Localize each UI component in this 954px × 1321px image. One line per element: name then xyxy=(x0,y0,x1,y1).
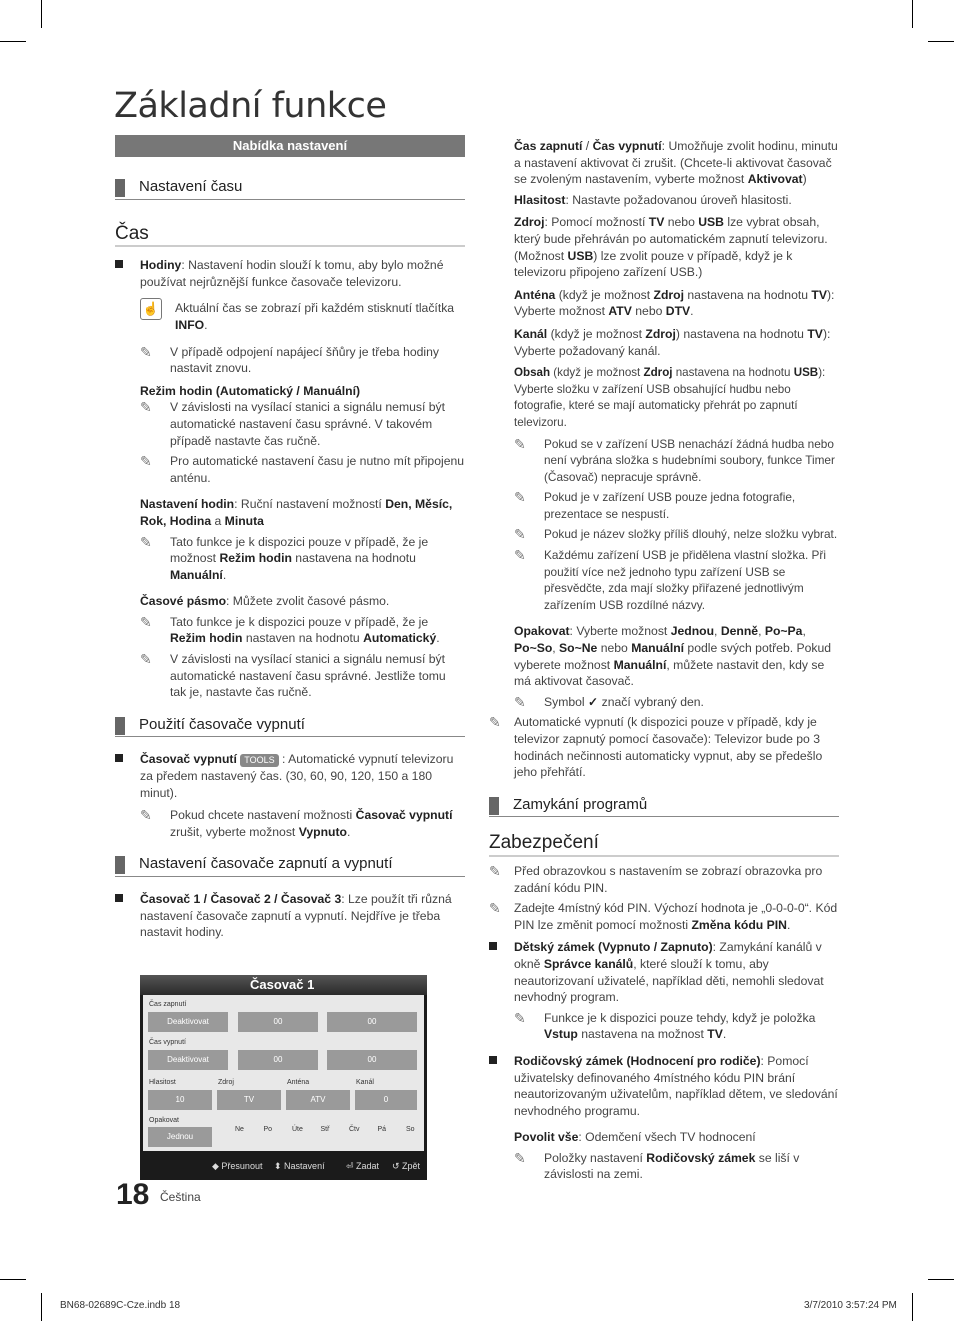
repeat-field[interactable]: Jednou xyxy=(148,1127,212,1147)
note-text: Pokud je název složky příliš dlouhý, nelze složku vybrat. xyxy=(544,527,838,542)
note-text: Pro automatické nastavení času je nutno mít připojenu anténu. xyxy=(170,454,465,485)
on-time-hour[interactable]: 00 xyxy=(238,1012,318,1032)
term: Vstup xyxy=(544,1027,578,1042)
paragraph xyxy=(115,496,465,529)
text: nastavena na hodnotu xyxy=(684,287,812,302)
text: Přesunout xyxy=(221,1161,263,1171)
bullet-clock xyxy=(115,257,465,290)
note-text: V závislosti na vysílací stanici a signálu nemusí být automatické nastavení času správné. V takovém případě nastavte čas ručně. xyxy=(170,400,446,448)
paragraph xyxy=(115,593,465,610)
text: ) lze zvolit pouze v případě, když je k televizoru připojeno zařízení USB.) xyxy=(514,248,793,280)
page-title: Základní funkce xyxy=(114,86,387,126)
note xyxy=(115,399,465,449)
bullet-child-lock xyxy=(489,939,839,1005)
term: Anténa xyxy=(514,287,556,302)
heading-time: Čas xyxy=(115,226,465,248)
note xyxy=(115,534,465,584)
text: , xyxy=(552,641,560,656)
note xyxy=(489,547,839,613)
pencil-note-icon: ✎ xyxy=(489,714,501,731)
term: Manuální xyxy=(631,641,685,656)
source-label: Zdroj xyxy=(218,1079,234,1086)
channel-label: Kanál xyxy=(356,1079,374,1086)
text: , xyxy=(802,624,806,639)
crop-mark xyxy=(928,41,954,42)
text: : Vyberte možnost xyxy=(569,624,671,639)
on-time-activation[interactable] xyxy=(148,1012,228,1032)
timer-screen xyxy=(140,975,427,1180)
text: . xyxy=(690,304,694,319)
term: Změna kódu PIN xyxy=(691,917,787,932)
term: Obsah xyxy=(514,366,551,380)
off-time-activation[interactable] xyxy=(148,1050,228,1070)
bullet-parental-lock xyxy=(489,1053,839,1119)
note xyxy=(489,714,839,780)
pencil-note-icon: ✎ xyxy=(140,399,152,416)
text: Aktuální čas se zobrazí při každém stisknutí tlačítka xyxy=(175,301,455,316)
text: ) xyxy=(802,172,807,187)
term: ATV xyxy=(608,304,632,319)
pencil-note-icon: ✎ xyxy=(140,343,152,360)
term: Hlasitost xyxy=(514,192,566,207)
term: Časové pásmo xyxy=(140,594,227,609)
term: Režim hodin xyxy=(219,551,292,566)
bullet-timers xyxy=(115,891,465,941)
text: . xyxy=(222,567,227,582)
text: . xyxy=(722,1027,727,1042)
crop-mark xyxy=(912,1293,913,1321)
text: se liší v závislosti na zemi. xyxy=(544,1150,800,1182)
crop-mark xyxy=(41,1293,42,1321)
value: Deaktivovat xyxy=(167,1017,209,1026)
bullet-square-icon xyxy=(115,754,123,762)
note xyxy=(489,694,839,711)
text: nastaven na hodnotu xyxy=(242,631,364,646)
note-text: Pokud se v zařízení USB nenachází žádná hudba nebo není vybrána složka s hudebními soubory, funkce Timer (Časovač) nepracuje správně. xyxy=(544,436,835,484)
term: Aktivovat xyxy=(747,172,803,187)
term: INFO xyxy=(175,317,205,332)
info-note xyxy=(115,300,465,333)
text: : Zamykání kanálů v okně xyxy=(514,940,822,971)
crop-mark xyxy=(0,41,26,42)
text: lze vybrat obsah, který bude přehráván po automatickém zapnutí televizoru. (Možnost xyxy=(514,215,828,263)
note xyxy=(489,863,839,896)
paragraph xyxy=(489,192,839,209)
note xyxy=(115,614,465,647)
text: : Umožňuje zvolit hodinu, minutu a nastavení aktivovat či zrušit. (Chcete-li aktivovat časovač se zvoleným nastavením, vyberte možnost xyxy=(514,139,838,187)
text: ) nastavena na hodnotu xyxy=(675,326,808,341)
text: / xyxy=(582,139,593,153)
term: Hodiny xyxy=(140,258,182,273)
text: : Odemčení všech TV hodnocení xyxy=(578,1130,756,1145)
enter-hint: ⏎ Zadat xyxy=(346,1161,380,1171)
pencil-note-icon: ✎ xyxy=(514,547,526,564)
text: ): Vyberte možnost xyxy=(514,287,835,319)
term: Jednou xyxy=(670,624,715,639)
term: Zdroj xyxy=(645,326,676,341)
text: Tato funkce je k dispozici pouze v případě, že je xyxy=(170,614,429,629)
text: zrušit, vyberte možnost xyxy=(170,824,299,839)
text: : Můžete zvolit časové pásmo. xyxy=(226,594,390,609)
crop-mark xyxy=(41,0,42,28)
volume-label: Hlasitost xyxy=(149,1079,176,1086)
note xyxy=(489,900,839,933)
term: Zdroj xyxy=(653,287,684,302)
day-6[interactable]: Pá xyxy=(377,1126,387,1133)
text: nebo xyxy=(664,215,699,230)
text: (když je možnost xyxy=(547,326,646,341)
term: Kanál xyxy=(514,326,548,341)
text: ): Vyberte složku v zařízení USB obsahující hudbu nebo fotografie, které se mají automaticky přehrát po zapnutí televizoru. xyxy=(514,366,826,429)
term: Nastavení hodin xyxy=(140,497,235,512)
paragraph xyxy=(489,623,839,689)
pencil-note-icon: ✎ xyxy=(514,489,526,506)
pencil-note-icon: ✎ xyxy=(140,651,152,668)
text: : Ruční nastavení možností xyxy=(234,497,386,512)
term: Režim hodin xyxy=(170,631,243,646)
note xyxy=(115,651,465,701)
term: Po~So xyxy=(514,641,553,656)
term: Rodičovský zámek (Hodnocení pro rodiče) xyxy=(514,1053,761,1068)
antenna-label: Anténa xyxy=(287,1079,310,1086)
paragraph xyxy=(489,138,839,188)
text: podle svých potřeb. Pokud vyberete možnost xyxy=(514,641,832,672)
paragraph xyxy=(489,287,839,320)
note xyxy=(489,526,839,543)
pencil-note-icon: ✎ xyxy=(514,693,526,710)
pencil-note-icon: ✎ xyxy=(514,1149,526,1166)
note xyxy=(489,1150,839,1183)
off-time-minute[interactable]: 00 xyxy=(327,1050,417,1070)
term: Denně xyxy=(720,624,759,639)
text: Tato funkce je k dispozici pouze v případě, že je možnost xyxy=(170,534,429,566)
text: Zadejte 4místný kód PIN. Výchozí hodnota je „0-0-0-0“. Kód PIN lze změnit pomocí možnosti xyxy=(514,901,838,932)
pencil-note-icon: ✎ xyxy=(489,862,501,879)
pencil-note-icon: ✎ xyxy=(140,453,152,470)
text: a xyxy=(211,513,225,528)
note xyxy=(115,453,465,486)
term: Čas zapnutí xyxy=(514,139,583,153)
bullet-square-icon xyxy=(489,942,497,950)
off-time-hour[interactable]: 00 xyxy=(238,1050,318,1070)
term: TV xyxy=(811,287,827,302)
bullet-square-icon xyxy=(115,894,123,902)
text: (když je možnost xyxy=(550,366,644,380)
source-field[interactable]: TV xyxy=(217,1090,281,1110)
term: Manuální xyxy=(170,567,223,582)
note-text: V závislosti na vysílací stanici a signálu nemusí být automatické nastavení času správné. Jestliže tomu tak je, nastavte čas ručně. xyxy=(170,652,446,700)
timer-panel xyxy=(143,995,424,1151)
term: Čas vypnutí xyxy=(592,139,662,153)
adjust-hint: ⬍ Nastavení xyxy=(274,1161,325,1171)
pencil-note-icon: ✎ xyxy=(489,900,501,917)
pencil-note-icon: ✎ xyxy=(140,533,152,550)
bullet-sleep-timer xyxy=(115,751,465,801)
text: : Pomocí možností xyxy=(544,215,649,230)
pencil-note-icon: ✎ xyxy=(514,435,526,452)
pencil-note-icon: ✎ xyxy=(140,807,152,824)
left-column xyxy=(115,135,465,941)
term: Manuální xyxy=(613,657,667,672)
term: Den, Měsíc, Rok, Hodina xyxy=(140,497,453,528)
pencil-note-icon: ✎ xyxy=(514,1009,526,1026)
text: Nastavení xyxy=(284,1161,325,1171)
paragraph xyxy=(489,326,839,359)
term: Zdroj xyxy=(514,215,545,230)
footer-file: BN68-02689C-Cze.indb 18 xyxy=(60,1300,181,1311)
note xyxy=(489,489,839,522)
note xyxy=(489,436,839,486)
value: Deaktivovat xyxy=(167,1055,209,1064)
footer-date: 3/7/2010 3:57:24 PM xyxy=(804,1300,897,1311)
term: Po~Pa xyxy=(764,624,803,639)
text: Zpět xyxy=(402,1161,421,1171)
note xyxy=(115,344,465,377)
text: . xyxy=(347,824,351,839)
text: (když je možnost xyxy=(555,287,654,302)
day-5[interactable]: Čtv xyxy=(349,1126,360,1133)
note-text: V případě odpojení napájecí šňůry je třeba hodiny nastavit znovu. xyxy=(170,344,439,376)
text: Pokud chcete nastavení možnosti xyxy=(170,808,356,823)
text: značí vybraný den. xyxy=(598,694,704,709)
repeat-label: Opakovat xyxy=(149,1117,179,1124)
channel-field[interactable]: 0 xyxy=(355,1090,417,1110)
term: Vypnuto xyxy=(298,824,347,839)
term: Časovač 1 / Časovač 2 / Časovač 3 xyxy=(140,892,342,906)
text: nebo xyxy=(597,641,632,656)
text: : Nastavte požadovanou úroveň hlasitosti. xyxy=(565,192,792,207)
note-text: Každému zařízení USB je přidělena vlastní složka. Při použití více než jednoho typu zařízení USB se přesvědčte, zda mají složky přiřazené jednotlivým zařízením USB rozdílné názvy. xyxy=(544,548,826,612)
text: nastavena na možnost xyxy=(577,1027,708,1042)
term: Rodičovský zámek xyxy=(646,1150,756,1165)
term: USB xyxy=(793,366,819,380)
term: USB xyxy=(567,248,594,263)
day-7[interactable]: So xyxy=(406,1126,415,1133)
note xyxy=(115,807,465,840)
text: . xyxy=(204,317,208,332)
day-2[interactable]: Po xyxy=(263,1126,273,1133)
timer-screen-title: Časovač 1 xyxy=(140,975,427,995)
timer-footer xyxy=(140,1152,427,1180)
language-label: Čeština xyxy=(160,1190,201,1204)
term: Zdroj xyxy=(643,366,673,380)
subheading-program-lock: Zamykání programů xyxy=(489,795,839,818)
term: So~Ne xyxy=(559,641,598,656)
section-bar: Nabídka nastavení xyxy=(115,135,465,157)
text: , které slouží k tomu, aby neautorizovaní uživatelé, například děti, nemohli sledovat nevhodný program. xyxy=(514,956,824,1005)
hand-info-icon: ☝ xyxy=(140,298,162,320)
text: Symbol xyxy=(544,694,589,709)
text: Položky nastavení xyxy=(544,1150,647,1165)
volume-field[interactable]: 10 xyxy=(148,1090,212,1110)
term: Dětský zámek (Vypnuto / Zapnuto) xyxy=(514,940,713,955)
term: TV xyxy=(648,215,665,230)
paragraph xyxy=(489,365,839,431)
term: TV xyxy=(807,326,823,341)
text: ): Vyberte požadovaný kanál. xyxy=(514,326,831,358)
text: , xyxy=(758,624,765,639)
text: : Automatické vypnutí televizoru za předem nastavený čas. (30, 60, 90, 120, 150 a 180 minut). xyxy=(140,752,454,800)
right-column xyxy=(489,138,839,1183)
term: DTV xyxy=(665,304,691,319)
note xyxy=(489,1010,839,1043)
term: USB xyxy=(698,215,724,230)
on-time-minute[interactable]: 00 xyxy=(327,1012,417,1032)
text: , xyxy=(714,624,721,639)
checkmark-icon: ✓ xyxy=(588,694,599,709)
paragraph xyxy=(489,1129,839,1146)
bullet-square-icon xyxy=(115,260,123,268)
page-number: 18 xyxy=(116,1178,150,1211)
term: Časovač vypnutí xyxy=(355,808,453,823)
term: Režim hodin (Automatický / Manuální) xyxy=(140,383,361,398)
text: : Lze použít tři různá nastavení časovače zapnutí a vypnutí. Nejdříve je třeba nastavit hodiny. xyxy=(140,892,452,940)
off-time-label: Čas vypnutí xyxy=(149,1039,186,1046)
term: Správce kanálů xyxy=(543,956,634,971)
day-1[interactable]: Ne xyxy=(235,1126,244,1133)
subheading-sleep-timer: Použití časovače vypnutí xyxy=(115,715,465,738)
term: Automatický xyxy=(363,631,437,646)
day-4[interactable]: Stř xyxy=(320,1126,330,1133)
move-hint: ◆ Přesunout xyxy=(212,1161,263,1171)
term: Minuta xyxy=(224,513,264,528)
day-3[interactable]: Úte xyxy=(292,1126,303,1133)
term: TV xyxy=(707,1027,723,1042)
text: . xyxy=(786,917,791,932)
heading-security: Zabezpečení xyxy=(489,835,839,857)
text: : Pomocí uživatelsky definovaného 4místného kódu PIN brání neautorizovaným uživatelům, například dětem, ve sledování nevhodného programu. xyxy=(514,1053,838,1118)
crop-mark xyxy=(928,1279,954,1280)
note-text: Pokud je v zařízení USB pouze jedna fotografie, prezentace se nespustí. xyxy=(544,490,796,521)
pencil-note-icon: ✎ xyxy=(140,613,152,630)
on-time-label: Čas zapnutí xyxy=(149,1001,187,1008)
pencil-note-icon: ✎ xyxy=(514,526,526,543)
note-text: Před obrazovkou s nastavením se zobrazí obrazovka pro zadání kódu PIN. xyxy=(514,863,823,895)
text: nebo xyxy=(631,304,666,319)
text: Zadat xyxy=(356,1161,380,1171)
text: nastavena na hodnotu xyxy=(672,366,794,380)
note-text: Automatické vypnutí (k dispozici pouze v případě, kdy je televizor zapnutý pomocí časovače): Televizor bude po 3 hodinách nečinnosti automaticky vypnut, aby se předešlo jeho přehřátí. xyxy=(514,715,823,780)
text: , můžete nastavit den, kdy se má aktivovat časovač. xyxy=(514,657,825,689)
term: Časovač vypnutí xyxy=(140,752,237,767)
subheading-time-setup: Nastavení času xyxy=(115,177,465,200)
crop-mark xyxy=(0,1279,26,1280)
text: nastavena na hodnotu xyxy=(291,551,416,566)
tools-button-icon: TOOLS xyxy=(240,754,278,767)
bullet-square-icon xyxy=(489,1056,497,1064)
crop-mark xyxy=(912,0,913,28)
term: Povolit vše xyxy=(514,1130,579,1145)
text: . xyxy=(436,631,440,646)
term: Opakovat xyxy=(514,624,570,639)
text: Funkce je k dispozici pouze tehdy, když je položka xyxy=(544,1010,816,1025)
paragraph xyxy=(489,214,839,280)
return-hint: ↺ Zpět xyxy=(392,1161,421,1171)
text: : Nastavení hodin slouží k tomu, aby bylo možné používat nejrůznější funkce časovače televizoru. xyxy=(140,258,444,289)
subheading-on-off-timer: Nastavení časovače zapnutí a vypnutí xyxy=(115,854,465,877)
antenna-field[interactable]: ATV xyxy=(286,1090,350,1110)
